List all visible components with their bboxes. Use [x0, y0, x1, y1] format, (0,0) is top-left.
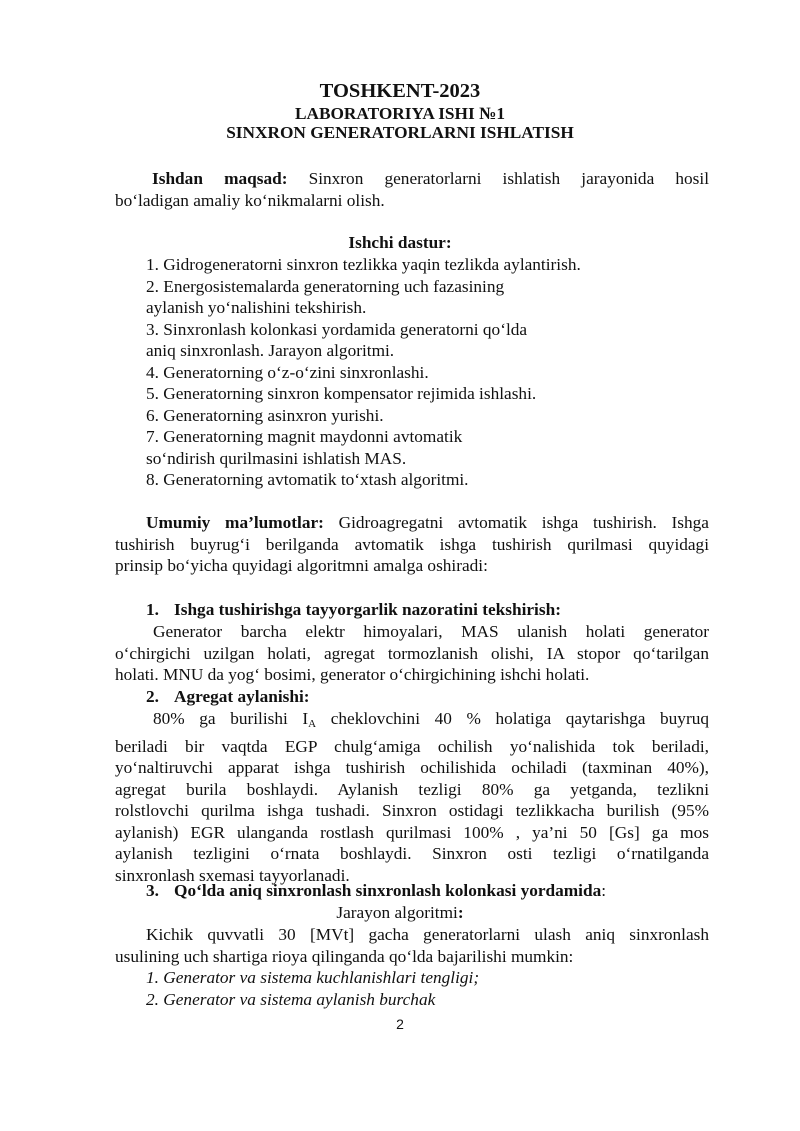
section3-title: Qo‘lda aniq sinxronlash sinxronlash kolonkasi yordamida: [174, 881, 602, 900]
goal-label: Ishdan maqsad:: [152, 169, 288, 188]
section1-heading: [146, 599, 561, 621]
program-item: 5. Generatorning sinxron kompensator rejimida ishlashi.: [146, 384, 537, 403]
section1-paragraph: [115, 621, 709, 686]
program-item: 7. Generatorning magnit maydonni avtomatik: [146, 427, 463, 446]
lab-title-heading: LABORATORIYA ISHI №1: [294, 104, 506, 123]
section2-line: rolstlovchi qurilma ishga tushadi. Sinxron ostidagi tezlikkacha burilish (95%: [115, 801, 709, 820]
page-number: 2: [396, 1016, 404, 1032]
section2-line: aylanish tezligini o‘rnata boshlaydi. Sinxron osti tezligi o‘rnatilganda: [115, 844, 709, 863]
goal-text-line2: bo‘ladigan amaliy ko‘nikmalarni olish.: [115, 190, 385, 210]
program-item: 3. Sinxronlash kolonkasi yordamida generatorni qo‘lda: [146, 319, 528, 339]
program-item: 4. Generatorning o‘z-o‘zini sinxronlashi.: [146, 362, 429, 382]
section3-heading: [146, 880, 606, 902]
goal-text-line1: Sinxron generatorlarni ishlatish jarayonida hosil: [308, 169, 709, 188]
city-year-heading: TOSHKENT-2023: [319, 80, 481, 102]
program-item: 6. Generatorning asinxron yurishi.: [146, 405, 384, 425]
section1-line: Generator barcha elektr himoyalari, MAS ulanish holati generator: [153, 622, 709, 641]
section3-paragraph: [115, 924, 709, 1010]
general-paragraph: [115, 512, 709, 577]
section1-title: Ishga tushirishga tayyorgarlik nazoratini tekshirish:: [174, 600, 561, 619]
program-item: so‘ndirish qurilmasini ishlatish MAS.: [146, 448, 407, 468]
condition-item: 1. Generator va sistema kuchlanishlari tengligi;: [146, 968, 480, 987]
section2-heading: [146, 686, 310, 708]
section2-line: agregat burila boshlaydi. Aylanish tezligi 80% ga yetganda, tezlikni: [115, 779, 709, 799]
general-line: Gidroagregatni avtomatik ishga tushirish. Ishga: [338, 513, 709, 532]
program-item: 1. Gidrogeneratorni sinxron tezlikka yaqin tezlikda aylantirish.: [146, 255, 581, 274]
section3-number: 3.: [146, 881, 159, 900]
general-label: Umumiy ma’lumotlar:: [146, 513, 324, 532]
section2-number: 2.: [146, 687, 159, 706]
program-item: 8. Generatorning avtomatik to‘xtash algoritmi.: [146, 470, 469, 489]
program-item: aniq sinxronlash. Jarayon algoritmi.: [146, 341, 395, 360]
section1-line: o‘chirgichi uzilgan holati, agregat tormozlanish olishi, IA stopor qo‘tarilgan: [115, 643, 709, 663]
algorithm-subtitle: [0, 902, 800, 924]
program-item: 2. Energosistemalarda generatorning uch fazasining: [146, 276, 505, 296]
section2-paragraph: [115, 708, 709, 886]
general-line: tushirish buyrug‘i berilganda avtomatik ishga tushirish qurilmasi quyidagi: [115, 534, 709, 554]
algorithm-subtitle-colon: :: [457, 903, 464, 922]
program-list: [146, 254, 706, 491]
condition-item: 2. Generator va sistema aylanish burchak: [146, 989, 436, 1009]
general-line: prinsip bo‘yicha quyidagi algoritmni amalga oshiradi:: [115, 556, 488, 575]
topic-heading: SINXRON GENERATORLARNI ISHLATISH: [226, 123, 574, 142]
section2-line: sinxronlash sxemasi tayyorlanadi.: [115, 865, 350, 885]
algorithm-subtitle-text: Jarayon algoritmi: [336, 903, 458, 922]
program-title: Ishchi dastur:: [348, 233, 452, 252]
program-item: aylanish yo‘nalishini tekshirish.: [146, 298, 367, 317]
section2-line: beriladi bir vaqtda EGP chulg‘amiga ochilish yo‘nalishida tok beriladi,: [115, 736, 709, 756]
section2-line: 80% ga burilishi I: [153, 709, 309, 728]
current-subscript: A: [308, 718, 317, 730]
section2-line: aylanish) EGR ulanganda rostlash qurilmasi 100% , ya’ni 50 [Gs] ga mos: [115, 822, 709, 842]
section1-line: holati. MNU da yog‘ bosimi, generator o‘chirgichining ishchi holati.: [115, 665, 590, 684]
section3-line: usulining uch shartiga rioya qilinganda qo‘lda bajarilishi mumkin:: [115, 946, 574, 966]
section1-number: 1.: [146, 600, 159, 619]
section2-title: Agregat aylanishi:: [174, 687, 310, 706]
goal-paragraph: [115, 168, 709, 211]
section2-line: cheklovchini 40 % holatiga qaytarishga buyruq: [330, 709, 709, 728]
section3-colon: :: [601, 881, 607, 900]
section3-line: Kichik quvvatli 30 [MVt] gacha generatorlarni ulash aniq sinxronlash: [146, 925, 709, 944]
section2-line: yo‘naltiruvchi apparat ishga tushirish ochilishida ochiladi (taxminan 40%),: [115, 758, 709, 777]
